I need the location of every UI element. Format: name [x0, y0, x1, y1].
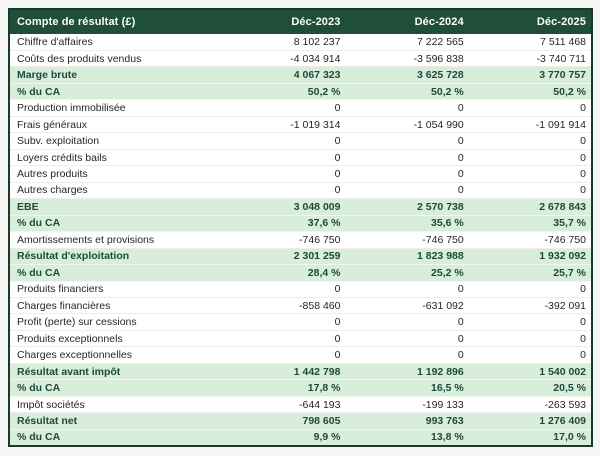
row-value: 993 763 [345, 413, 468, 429]
row-value: 1 192 896 [345, 363, 468, 379]
row-value: 7 222 565 [345, 34, 468, 50]
table-row [9, 133, 592, 149]
table-header-row [9, 9, 592, 34]
row-value: -644 193 [222, 396, 345, 412]
row-value: 0 [345, 314, 468, 330]
row-value: 25,2 % [345, 265, 468, 281]
row-value: -1 054 990 [345, 116, 468, 132]
row-value: 0 [222, 314, 345, 330]
row-value: 1 932 092 [469, 248, 592, 264]
income-statement-table-container [8, 8, 593, 447]
row-label: Frais généraux [9, 116, 222, 132]
row-value: -631 092 [345, 298, 468, 314]
table-row [9, 363, 592, 379]
row-value: -1 091 914 [469, 116, 592, 132]
row-value: 0 [345, 330, 468, 346]
row-value: 0 [345, 347, 468, 363]
row-value: 3 048 009 [222, 199, 345, 215]
table-row [9, 429, 592, 446]
row-value: -199 133 [345, 396, 468, 412]
row-label: Loyers crédits bails [9, 149, 222, 165]
row-value: 50,2 % [345, 83, 468, 99]
row-label: Résultat net [9, 413, 222, 429]
table-row [9, 83, 592, 99]
column-header-dec-2024: Déc-2024 [345, 9, 468, 34]
row-label: Production immobilisée [9, 100, 222, 116]
row-value: 17,0 % [469, 429, 592, 446]
row-label: Marge brute [9, 67, 222, 83]
row-value: -1 019 314 [222, 116, 345, 132]
table-row [9, 34, 592, 50]
row-value: 7 511 468 [469, 34, 592, 50]
row-value: 3 625 728 [345, 67, 468, 83]
table-row [9, 281, 592, 297]
row-value: 28,4 % [222, 265, 345, 281]
row-value: -746 750 [222, 232, 345, 248]
row-value: 1 823 988 [345, 248, 468, 264]
row-value: -4 034 914 [222, 50, 345, 66]
row-value: 1 276 409 [469, 413, 592, 429]
row-label: Impôt sociétés [9, 396, 222, 412]
row-value: -392 091 [469, 298, 592, 314]
table-header [9, 9, 592, 34]
row-value: 2 678 843 [469, 199, 592, 215]
row-value: 35,7 % [469, 215, 592, 231]
row-label: Charges financières [9, 298, 222, 314]
row-value: 2 301 259 [222, 248, 345, 264]
row-label: Résultat avant impôt [9, 363, 222, 379]
table-row [9, 182, 592, 198]
row-label: Charges exceptionnelles [9, 347, 222, 363]
row-value: 0 [469, 166, 592, 182]
row-value: 1 442 798 [222, 363, 345, 379]
row-label: % du CA [9, 380, 222, 396]
row-value: 37,6 % [222, 215, 345, 231]
row-label: % du CA [9, 83, 222, 99]
row-value: 0 [469, 149, 592, 165]
row-value: 0 [469, 182, 592, 198]
table-row [9, 330, 592, 346]
table-title: Compte de résultat (£) [9, 9, 222, 34]
row-value: 16,5 % [345, 380, 468, 396]
row-value: 0 [469, 133, 592, 149]
table-row [9, 314, 592, 330]
row-value: 0 [222, 149, 345, 165]
table-row [9, 265, 592, 281]
row-value: 0 [345, 182, 468, 198]
table-row [9, 347, 592, 363]
table-row [9, 232, 592, 248]
row-label: EBE [9, 199, 222, 215]
row-value: 8 102 237 [222, 34, 345, 50]
table-row [9, 50, 592, 66]
column-header-dec-2023: Déc-2023 [222, 9, 345, 34]
row-label: Amortissements et provisions [9, 232, 222, 248]
row-value: 0 [469, 330, 592, 346]
row-label: Autres produits [9, 166, 222, 182]
row-value: 0 [469, 347, 592, 363]
row-value: -746 750 [345, 232, 468, 248]
row-value: 0 [222, 100, 345, 116]
row-value: 0 [345, 149, 468, 165]
row-value: 0 [222, 133, 345, 149]
row-value: -3 596 838 [345, 50, 468, 66]
row-label: Subv. exploitation [9, 133, 222, 149]
table-row [9, 67, 592, 83]
row-value: 17,8 % [222, 380, 345, 396]
row-value: 0 [345, 133, 468, 149]
row-value: -3 740 711 [469, 50, 592, 66]
row-value: 3 770 757 [469, 67, 592, 83]
row-label: Profit (perte) sur cessions [9, 314, 222, 330]
row-label: Coûts des produits vendus [9, 50, 222, 66]
row-value: 50,2 % [469, 83, 592, 99]
row-value: 25,7 % [469, 265, 592, 281]
table-row [9, 100, 592, 116]
row-value: 13,8 % [345, 429, 468, 446]
row-value: -746 750 [469, 232, 592, 248]
row-label: Produits financiers [9, 281, 222, 297]
column-header-dec-2025: Déc-2025 [469, 9, 592, 34]
row-value: 798 605 [222, 413, 345, 429]
row-value: 1 540 002 [469, 363, 592, 379]
row-value: 0 [222, 166, 345, 182]
row-label: % du CA [9, 215, 222, 231]
row-label: Produits exceptionnels [9, 330, 222, 346]
table-body [9, 34, 592, 446]
row-value: 50,2 % [222, 83, 345, 99]
row-value: 0 [345, 100, 468, 116]
row-value: -263 593 [469, 396, 592, 412]
row-value: 35,6 % [345, 215, 468, 231]
table-row [9, 215, 592, 231]
table-row [9, 166, 592, 182]
table-row [9, 199, 592, 215]
row-label: % du CA [9, 265, 222, 281]
row-label: % du CA [9, 429, 222, 446]
table-row [9, 116, 592, 132]
row-label: Autres charges [9, 182, 222, 198]
row-value: -858 460 [222, 298, 345, 314]
income-statement-table [8, 8, 593, 447]
row-value: 0 [222, 347, 345, 363]
table-row [9, 248, 592, 264]
row-value: 0 [469, 100, 592, 116]
row-value: 4 067 323 [222, 67, 345, 83]
row-value: 0 [222, 330, 345, 346]
row-value: 2 570 738 [345, 199, 468, 215]
row-value: 0 [222, 281, 345, 297]
row-value: 0 [345, 166, 468, 182]
row-value: 0 [345, 281, 468, 297]
row-label: Chiffre d'affaires [9, 34, 222, 50]
row-label: Résultat d'exploitation [9, 248, 222, 264]
table-row [9, 149, 592, 165]
row-value: 0 [469, 281, 592, 297]
row-value: 9,9 % [222, 429, 345, 446]
table-row [9, 396, 592, 412]
table-row [9, 380, 592, 396]
table-row [9, 298, 592, 314]
row-value: 0 [222, 182, 345, 198]
table-row [9, 413, 592, 429]
row-value: 0 [469, 314, 592, 330]
row-value: 20,5 % [469, 380, 592, 396]
